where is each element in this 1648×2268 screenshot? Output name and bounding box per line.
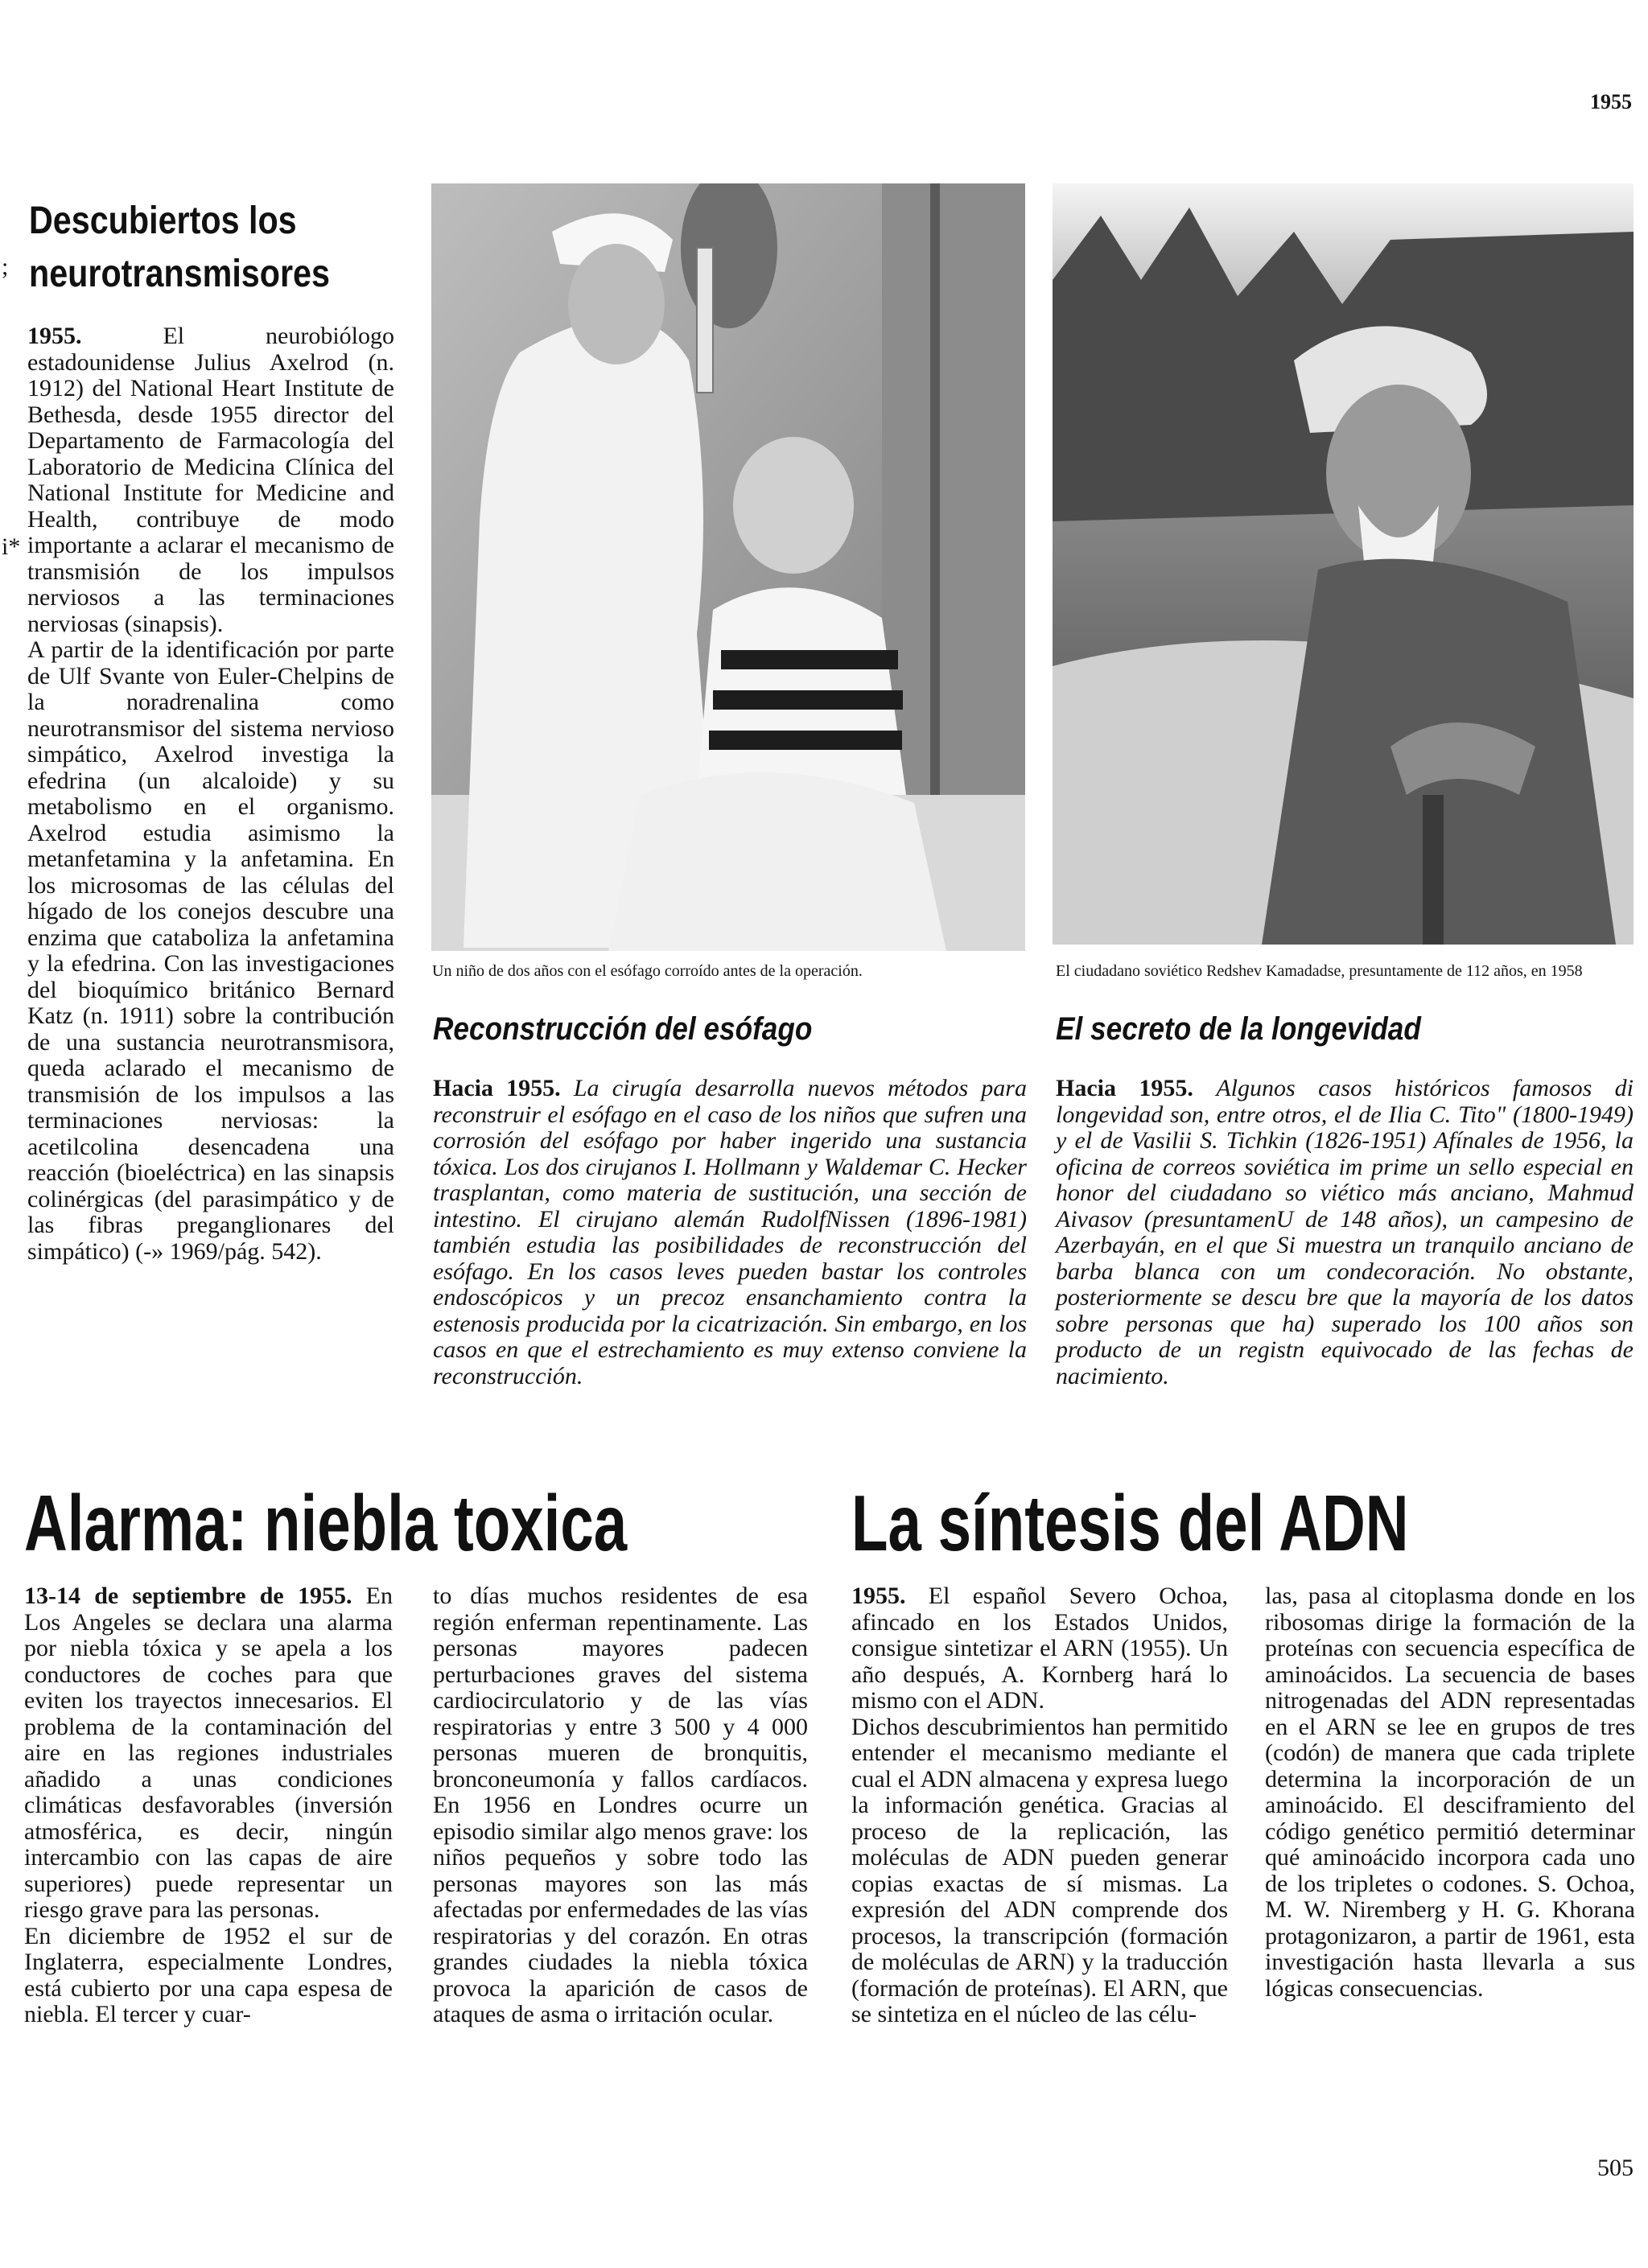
longevidad-body bbox=[1056, 1076, 1634, 1389]
margin-mark-semicolon: ; bbox=[2, 253, 9, 280]
esofago-date: Hacia 1955. bbox=[433, 1075, 561, 1101]
adn-paragraph-1 bbox=[851, 1583, 1228, 1714]
adn-text-1: El español Severo Ochoa, afincado en los Estados Unidos, consigue sintetizar el ARN (1955). Un año después, A. Kornberg hará lo mismo con el ADN. bbox=[851, 1583, 1229, 1714]
neuro-body bbox=[27, 323, 394, 1265]
longevidad-text: Algunos casos históricos famosos di longevidad son, entre otros, el de Ilia C. Tito" (1800-1949) y el de Vasilii S. Tichkin (1826-1951) Afínales de 1956, la oficina de correos soviética im prime un sello especial en honor del ciudadano so viético más anciano, Mahmud Aivasov (presuntamenU de 148 años), un campesino de Azerbayán, en el que Si muestra un tranquilo anciano de barba blanca con um condecoración. No obstante, posteriormente se descu bre que la mayoría de los datos sobre personas que ha) superado los 100 años son producto de un registn equivocado de las fechas de nacimiento. bbox=[1056, 1075, 1634, 1389]
niebla-column-1 bbox=[24, 1583, 393, 2028]
neuro-text-1: El neurobiólogo estadounidense Julius Axelrod (n. 1912) del National Heart Institute de Bethesda, desde 1955 director del Departamento de Farmacología del Laboratorio de Medicina Clínica del National Institute for Medicine and Health, contribuye de modo importante a aclarar el mecanismo de transmisión de los impulsos nerviosos a las terminaciones nerviosas (sinapsis). bbox=[27, 323, 395, 637]
niebla-title: Alarma: niebla toxica bbox=[24, 1479, 628, 1567]
niebla-column-2 bbox=[433, 1583, 808, 2028]
longevidad-title: El secreto de la longevidad bbox=[1056, 1011, 1421, 1047]
neuro-date: 1955. bbox=[27, 323, 82, 349]
photo-old-man-graphic bbox=[1053, 183, 1634, 945]
esofago-paragraph bbox=[433, 1076, 1027, 1389]
neuro-paragraph-1 bbox=[27, 323, 394, 637]
longevidad-paragraph bbox=[1056, 1076, 1634, 1389]
adn-column-2 bbox=[1265, 1583, 1635, 2002]
adn-paragraph-3: las, pasa al citoplasma donde en los ribosomas dirige la formación de la proteínas con secuencia específica de aminoácidos. La secuencia de bases nitrogenadas del ADN representadas en el ARN se lee en grupos de tres (codón) de manera que cada triplete determina la incorporación de un aminoácido. El desciframiento del código genético permitió determinar qué aminoácido incorpora cada uno de los tripletes o codones. S. Ochoa, M. W. Niremberg y H. G. Khorana protagonizaron, a partir de 1961, esta investigación hasta llevarla a sus lógicas consecuencias. bbox=[1265, 1583, 1635, 2002]
photo-nurse-child bbox=[431, 183, 1025, 951]
margin-mark-asterisk: i* bbox=[2, 533, 21, 560]
adn-paragraph-2: Dichos descubrimientos han permitido entender el mecanismo mediante el cual el ADN almacena y expresa luego la información genética. Gracias al proceso de la replicación, las moléculas de ADN pueden generar copias exactas de sí mismas. La expresión del ADN comprende dos procesos, la transcripción (formación de moléculas de ARN) y la traducción (formación de proteínas). El ARN, que se sintetiza en el núcleo de las célu- bbox=[851, 1713, 1228, 2027]
adn-date: 1955. bbox=[851, 1583, 906, 1609]
niebla-text-1: En Los Angeles se declara una alarma por niebla tóxica y se apela a los conductores de coches para que eviten los trayectos innecesarios. El problema de la contaminación del aire en las regiones industriales añadido a unas condiciones climáticas desfavorables (inversión atmosférica, es decir, ningún intercambio con las capas de aire superiores) puede representar un riesgo grave para las personas. bbox=[24, 1583, 393, 1923]
esofago-body bbox=[433, 1076, 1027, 1389]
neuro-paragraph-2: A partir de la identificación por parte de Ulf Svante von Euler-Chelpins de la noradrenalina como neurotransmisor del sistema nervioso simpático, Axelrod investiga la efedrina (un alcaloide) y su metabolismo en el organismo. Axelrod estudia asimismo la metanfetamina y la anfetamina. En los microsomas de las células del hígado de los conejos descubre una enzima que cataboliza la anfetamina y la efedrina. Con las investigaciones del bioquímico británico Bernard Katz (n. 1911) sobre la contribución de una sustancia neurotransmisora, queda aclarado el mecanismo de transmisión de los impulsos a las terminaciones nerviosas: la acetilcolina desencadena una reacción (bioeléctrica) en las sinapsis colinérgicas (del parasimpático y de las fibras preganglionares del simpático) (-» 1969/pág. 542). bbox=[27, 636, 394, 1265]
page-year: 1955 bbox=[1590, 90, 1632, 113]
esofago-text: La cirugía desarrolla nuevos métodos para reconstruir el esófago en el caso de los niños que sufren una corrosión del esófago por haber ingerido una sustancia tóxica. Los dos cirujanos I. Hollmann y Waldemar C. Hecker trasplantan, como materia de sustitución, una sección de intestino. El cirujano alemán RudolfNissen (1896-1981) también estudia las posibilidades de reconstrucción del esófago. En los casos leves pueden bastar los controles endoscópicos y un precoz ensanchamiento contra la estenosis producida por la cicatrización. Sin embargo, en los casos en que el estrechamiento es muy extenso conviene la reconstrucción. bbox=[433, 1075, 1027, 1389]
photo-nurse-child-graphic bbox=[431, 183, 1025, 951]
adn-title: La síntesis del ADN bbox=[851, 1479, 1409, 1567]
page-number: 505 bbox=[1597, 2155, 1634, 2181]
adn-column-1 bbox=[851, 1583, 1228, 2028]
neuro-title-line1: Descubiertos los bbox=[29, 200, 297, 242]
neuro-title-line2: neurotransmisores bbox=[29, 253, 330, 295]
photo-old-man bbox=[1053, 183, 1634, 945]
longevidad-caption: El ciudadano soviético Redshev Kamadadse, presuntamente de 112 años, en 1958 bbox=[1056, 962, 1583, 980]
niebla-paragraph-1 bbox=[24, 1583, 393, 1924]
niebla-date: 13-14 de septiembre de 1955. bbox=[24, 1583, 352, 1609]
esofago-caption: Un niño de dos años con el esófago corroído antes de la operación. bbox=[432, 962, 863, 980]
longevidad-date: Hacia 1955. bbox=[1056, 1075, 1193, 1101]
esofago-title: Reconstrucción del esófago bbox=[433, 1011, 813, 1047]
niebla-paragraph-2: En diciembre de 1952 el sur de Inglaterra, especialmente Londres, está cubierto por una capa espesa de niebla. El tercer y cuar- bbox=[24, 1922, 393, 2027]
niebla-paragraph-3: to días muchos residentes de esa región enferman repentinamente. Las personas mayores padecen perturbaciones graves del sistema cardiocirculatorio y de las vías respiratorias y entre 3 500 y 4 000 personas mueren de bronquitis, bronconeumonía y fallos cardíacos. En 1956 en Londres ocurre un episodio similar algo menos grave: los niños pequeños y sobre todo las personas mayores son las más afectadas por enfermedades de las vías respiratorias y del corazón. En otras grandes ciudades la niebla tóxica provoca la aparición de casos de ataques de asma o irritación ocular. bbox=[433, 1583, 808, 2027]
